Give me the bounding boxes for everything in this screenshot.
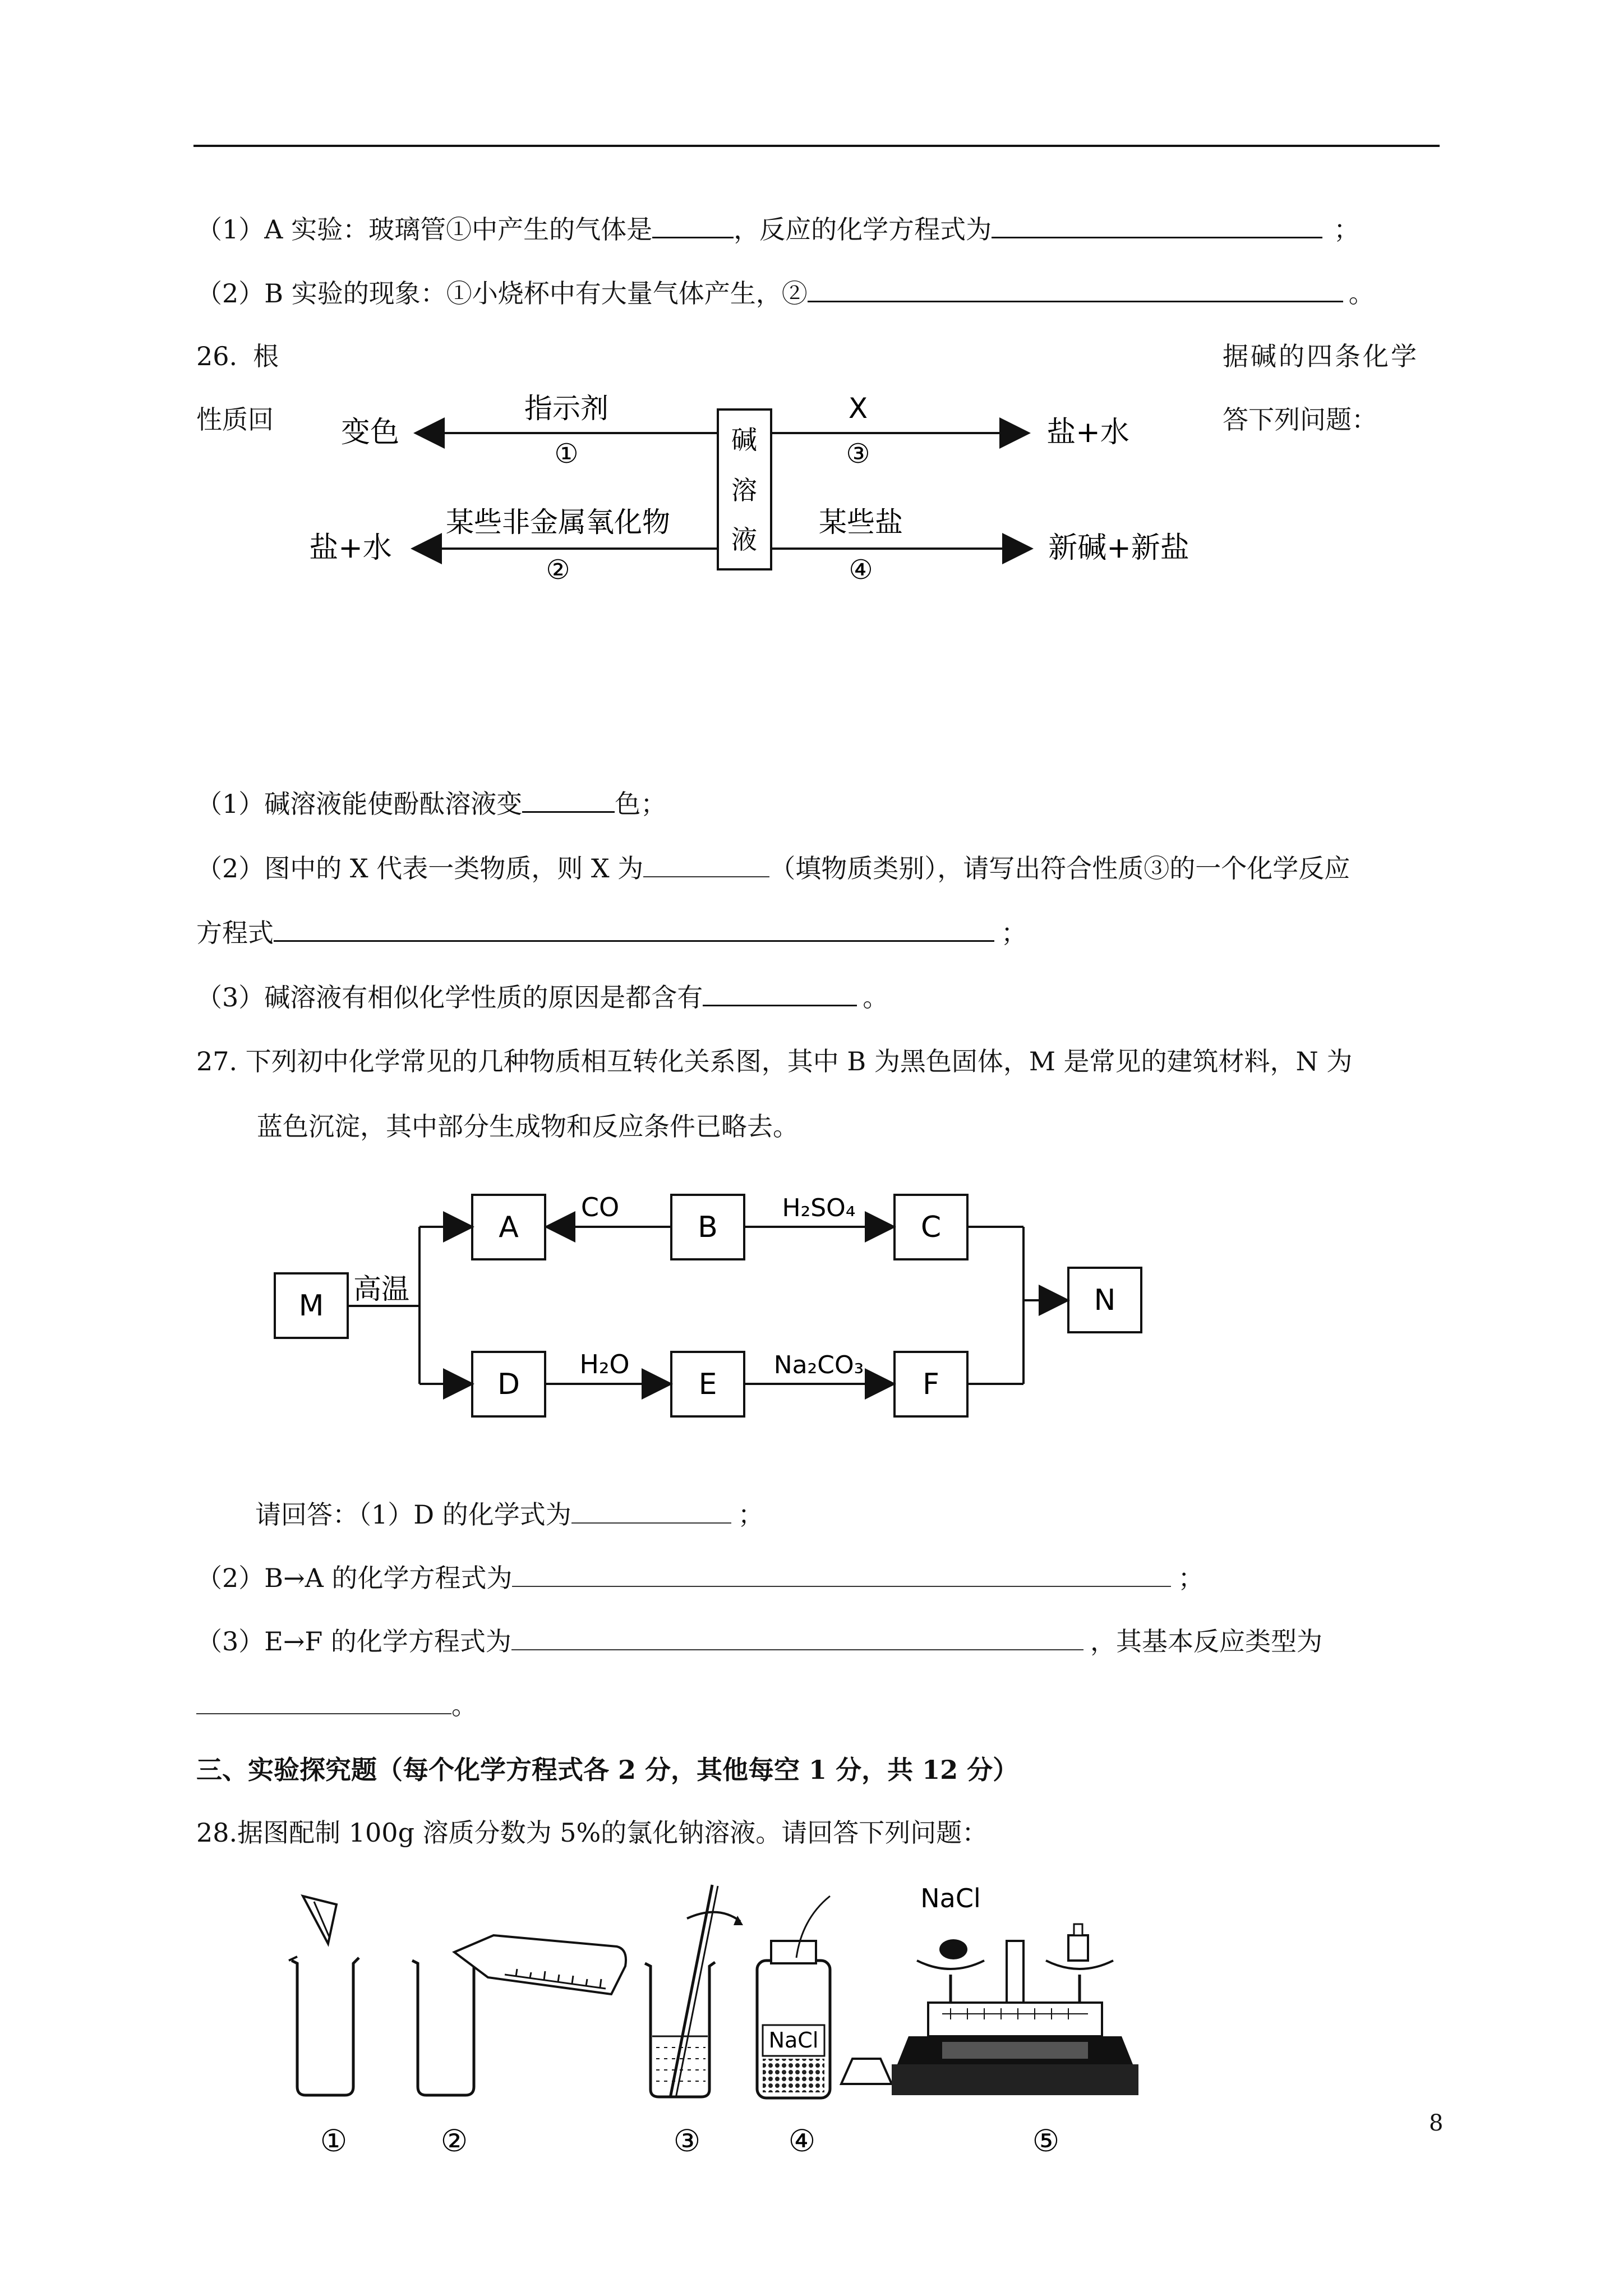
label-high-temp: 高温 — [353, 1273, 409, 1305]
box-f-label: F — [923, 1368, 939, 1401]
q27-a2-prefix: （2）B→A 的化学方程式为 — [196, 1563, 513, 1593]
q26-p2-end: （填物质类别），请写出符合性质③的一个化学反应 — [769, 853, 1350, 884]
label-indicator: 指示剂 — [524, 392, 608, 425]
box-a-label: A — [499, 1211, 519, 1244]
transformation-diagram — [269, 1184, 1144, 1430]
figure-4-nacl-bottle — [757, 1896, 892, 2098]
q26-p3-blank[interactable] — [703, 980, 857, 1006]
q27-a2-end: ； — [1178, 1563, 1204, 1593]
label-color-change: 变色 — [340, 416, 400, 449]
q25-part-a — [196, 212, 1359, 246]
q25-part-b — [196, 276, 1375, 310]
figure-label-2: ② — [440, 2123, 468, 2159]
balance-label: NaCl — [920, 1883, 981, 1913]
box-n-label: N — [1094, 1283, 1116, 1317]
q28-text: 28.据图配制 100g 溶质分数为 5%的氯化钠溶液。请回答下列问题： — [196, 1818, 988, 1848]
box-d-label: D — [497, 1368, 520, 1401]
q26-p1-prefix: （1）碱溶液能使酚酞溶液变 — [196, 789, 523, 819]
label-na2co3: Na₂CO₃ — [773, 1351, 864, 1379]
q25-a-prefix: （1）A 实验：玻璃管①中产生的气体是 — [196, 214, 653, 245]
box-e-label: E — [698, 1368, 717, 1401]
q27-line2: 蓝色沉淀，其中部分生成物和反应条件已略去。 — [257, 1111, 799, 1142]
label-circ1: ① — [554, 438, 579, 470]
q27-a3-prefix: （3）E→F 的化学方程式为 — [196, 1626, 511, 1657]
q27-answer1 — [255, 1498, 764, 1531]
q26-left2: 性质回 — [196, 404, 274, 435]
box-c-label: C — [920, 1211, 942, 1244]
figure-label-1: ① — [320, 2123, 348, 2159]
q26-part3 — [196, 980, 888, 1014]
header-rule — [193, 145, 1440, 147]
label-salt-water-right: 盐+水 — [1046, 416, 1129, 449]
figure-1-beaker-funnel — [289, 1896, 359, 2095]
q26-part2b — [196, 915, 1027, 950]
label-circ4: ④ — [849, 554, 873, 586]
q25-a-blank-equation[interactable] — [992, 212, 1322, 238]
label-h2o: H₂O — [579, 1349, 630, 1379]
q26-p2b-prefix: 方程式 — [196, 918, 274, 948]
q26-p1-blank[interactable] — [522, 786, 615, 813]
q26-left1: 根 — [253, 341, 279, 371]
q27-a3b-end: 。 — [451, 1690, 477, 1720]
q27-answer3 — [196, 1625, 1322, 1658]
q27-a1-blank[interactable] — [571, 1498, 731, 1524]
q26-right1: 据碱的四条化学 — [1223, 341, 1419, 371]
q26-p2-blank[interactable] — [643, 852, 769, 877]
q27-a1-prefix: 请回答：（1）D 的化学式为 — [255, 1499, 571, 1530]
q25-b-prefix: （2）B 实验的现象：①小烧杯中有大量气体产生，② — [196, 278, 808, 309]
q27-a3b-blank[interactable] — [196, 1688, 451, 1714]
q25-b-blank[interactable] — [808, 276, 1343, 302]
page-number: 8 — [1429, 2110, 1444, 2136]
figure-3-beaker-stirring — [645, 1885, 743, 2098]
figure-2-beaker-cylinder — [412, 1935, 626, 2095]
q25-a-blank-gas[interactable] — [652, 212, 734, 238]
bottle-label: NaCl — [768, 2028, 819, 2053]
q27-a3-end: ，其基本反应类型为 — [1090, 1626, 1322, 1657]
base-char-2: 溶 — [731, 475, 757, 505]
q27-answer3b — [196, 1688, 477, 1722]
q27-line1: 27. 下列初中化学常见的几种物质相互转化关系图，其中 B 为黑色固体，M 是常见的建筑材料，N 为 — [196, 1046, 1353, 1076]
nacl-preparation-figure — [269, 1874, 1178, 2165]
q26-part1 — [196, 786, 666, 821]
base-char-1: 碱 — [731, 425, 757, 455]
label-nonmetal-oxide: 某些非金属氧化物 — [446, 506, 670, 539]
q25-a-end: ； — [1334, 214, 1360, 245]
q25-a-middle: ，反应的化学方程式为 — [734, 214, 992, 245]
q26-part2 — [196, 852, 1350, 885]
q26-number: 26. 根 — [196, 341, 279, 371]
label-x: X — [848, 392, 868, 425]
figure-label-4: ④ — [788, 2123, 816, 2159]
q26-p2b-end: ； — [1001, 918, 1027, 948]
label-some-salts: 某些盐 — [819, 506, 903, 539]
base-char-3: 液 — [731, 524, 757, 555]
figure-5-balance — [892, 1883, 1138, 2095]
q27-a3-blank[interactable] — [511, 1625, 1083, 1650]
label-new-products: 新碱+新盐 — [1048, 531, 1189, 565]
figure-label-5: ⑤ — [1032, 2123, 1060, 2159]
q25-b-end: 。 — [1348, 278, 1375, 309]
box-b-label: B — [698, 1211, 718, 1244]
q26-p3-prefix: （3）碱溶液有相似化学性质的原因是都含有 — [196, 982, 703, 1013]
q26-right2: 答下列问题： — [1223, 404, 1377, 435]
section3-title: 三、实验探究题（每个化学方程式各 2 分，其他每空 1 分，共 12 分） — [196, 1755, 1019, 1785]
label-circ3: ③ — [846, 438, 870, 470]
q26-p3-end: 。 — [863, 982, 889, 1013]
base-properties-diagram — [303, 370, 1223, 595]
q26-p2-prefix: （2）图中的 X 代表一类物质，则 X 为 — [196, 853, 644, 884]
label-h2so4: H₂SO₄ — [782, 1194, 856, 1222]
box-m-label: M — [298, 1289, 324, 1323]
label-co: CO — [580, 1192, 620, 1222]
q27-a2-blank[interactable] — [512, 1561, 1171, 1587]
label-salt-water-left: 盐+水 — [309, 531, 392, 565]
q26-p2b-blank[interactable] — [274, 915, 994, 942]
label-circ2: ② — [546, 554, 570, 586]
q27-a1-end: ； — [737, 1499, 764, 1530]
q26-p1-end: 色； — [615, 789, 667, 819]
q27-answer2 — [196, 1561, 1204, 1595]
figure-label-3: ③ — [673, 2123, 701, 2159]
